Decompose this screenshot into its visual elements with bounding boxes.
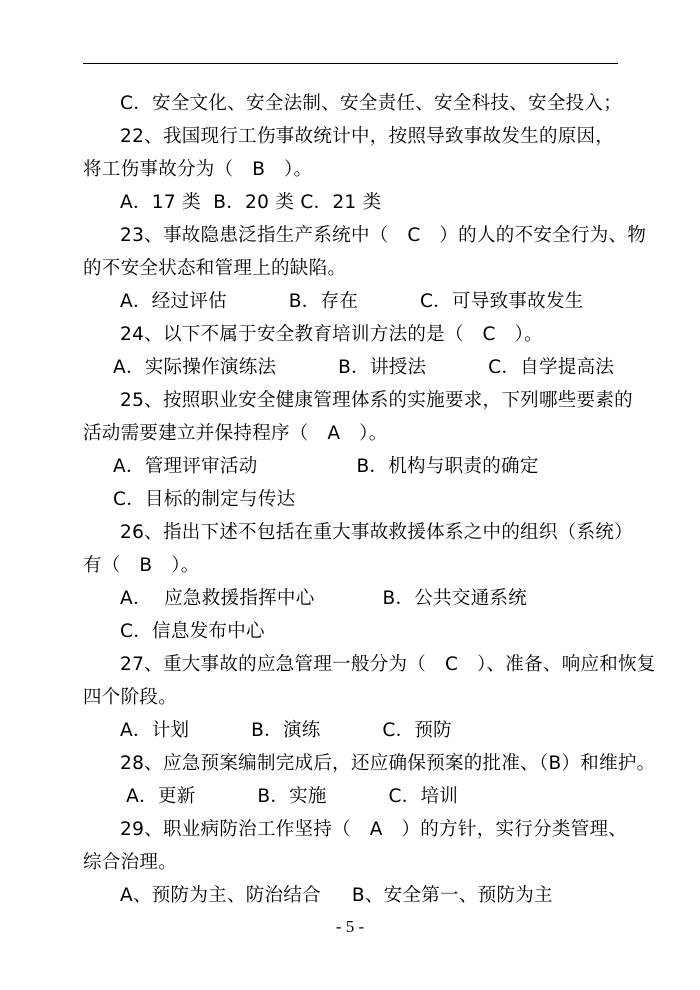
question-25-option-c: C．目标的制定与传达	[113, 489, 296, 510]
question-26-options-ab: A． 应急救援指挥中心 B．公共交通系统	[120, 588, 528, 609]
page-number: - 5 -	[335, 917, 365, 936]
question-25-options-ab: A．管理评审活动 B．机构与职责的确定	[113, 456, 539, 477]
option-line-c-safety-culture: C．安全文化、安全法制、安全责任、安全科技、安全投入；	[120, 93, 623, 114]
question-23-line-1: 23、事故隐患泛指生产系统中（ C ）的人的不安全行为、物	[120, 225, 647, 246]
question-27-options: A．计划 B．演练 C．预防	[120, 720, 452, 741]
question-29-line-2: 综合治理。	[83, 852, 178, 873]
question-29-options: A、预防为主、防治结合 B、安全第一、预防为主	[120, 885, 553, 906]
question-27-line-2: 四个阶段。	[83, 687, 178, 708]
question-25-line-2: 活动需要建立并保持程序（ A ）。	[83, 423, 388, 444]
header-rule	[83, 63, 618, 64]
question-23-line-2: 的不安全状态和管理上的缺陷。	[83, 258, 347, 279]
question-23-options: A．经过评估 B．存在 C．可导致事故发生	[120, 291, 584, 312]
question-24-options: A．实际操作演练法 B．讲授法 C．自学提高法	[113, 357, 615, 378]
question-28-options: A．更新 B．实施 C．培训	[120, 786, 459, 807]
question-25-line-1: 25、按照职业安全健康管理体系的实施要求，下列哪些要素的	[120, 390, 633, 411]
question-22-line-1: 22、我国现行工伤事故统计中，按照导致事故发生的原因，	[120, 126, 615, 147]
question-28-line-1: 28、应急预案编制完成后，还应确保预案的批准、（B）和维护。	[120, 753, 656, 774]
question-26-line-1: 26、指出下述不包括在重大事故救援体系之中的组织（系统）	[120, 522, 633, 543]
question-22-options: A．17 类 B．20 类 C．21 类	[120, 192, 382, 213]
question-27-line-1: 27、重大事故的应急管理一般分为（ C ）、准备、响应和恢复	[120, 654, 656, 675]
question-29-line-1: 29、职业病防治工作坚持（ A ）的方针，实行分类管理、	[120, 819, 628, 840]
question-22-line-2: 将工伤事故分为（ B ）。	[83, 159, 313, 180]
question-24-line-1: 24、以下不属于安全教育培训方法的是（ C ）。	[120, 324, 543, 345]
question-26-option-c: C．信息发布中心	[120, 621, 265, 642]
question-26-line-2: 有（ B ）。	[83, 555, 200, 576]
